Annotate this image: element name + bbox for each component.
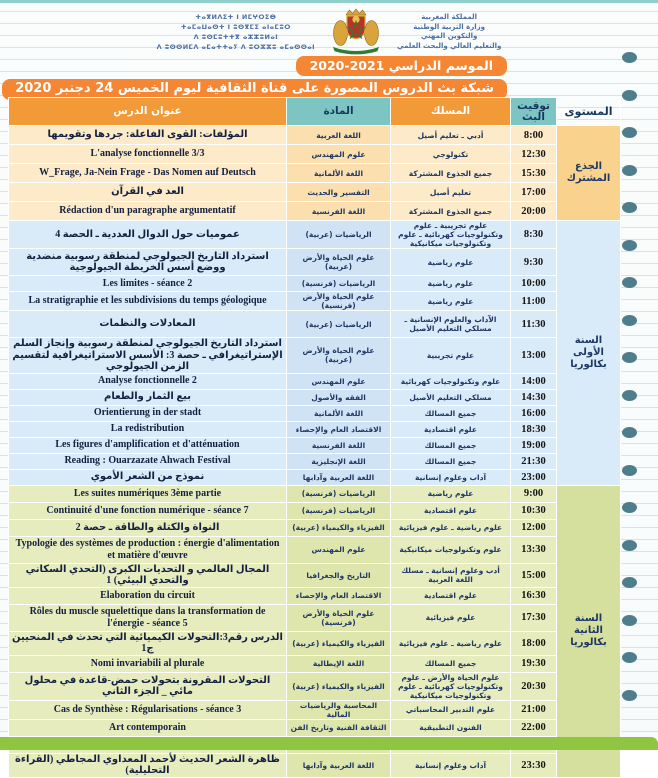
binder-dot-icon bbox=[622, 240, 637, 251]
subject-cell: التاريخ والجغرافيا bbox=[287, 563, 391, 587]
track-cell: علوم الحياة والأرض ـ علوم وتكنولوجيات كهربائية ـ علوم وتكنولوجيات ميكانيكية bbox=[391, 672, 511, 700]
schedule-row bbox=[9, 276, 621, 292]
subject-cell: الفيزياء والكيمياء (عربية) bbox=[287, 631, 391, 655]
track-cell: آداب وعلوم إنسانية bbox=[391, 753, 511, 777]
schedule-row bbox=[9, 469, 621, 485]
track-cell: علوم اقتصادية bbox=[391, 421, 511, 437]
schedule-row bbox=[9, 485, 621, 502]
binder-dot-icon bbox=[622, 390, 637, 401]
lesson-title-cell: Rôles du muscle squelettique dans la transformation de l'énergie - séance 5 bbox=[9, 604, 287, 631]
track-cell: جميع المسالك bbox=[391, 437, 511, 453]
subject-cell: علوم المهندس bbox=[287, 373, 391, 389]
ministry-tifinagh-line: ⵜⴰⴳⵍⴷⵉⵜ ⵏ ⵍⵎⵖⵔⵉⴱ bbox=[195, 13, 277, 21]
lesson-title-cell: Typologie des systèmes de production : énergie d'alimentation et matière d'œuvre bbox=[9, 536, 287, 563]
schedule-row bbox=[9, 719, 621, 736]
lesson-title-cell: La redistribution bbox=[9, 421, 287, 437]
government-header bbox=[0, 6, 658, 58]
broadcast-time-cell: 9:00 bbox=[511, 485, 557, 502]
ministry-arabic-line: المملكة المغربية bbox=[421, 13, 478, 21]
broadcast-time-cell: 13:30 bbox=[511, 536, 557, 563]
broadcast-time-cell: 14:00 bbox=[511, 373, 557, 389]
broadcast-time-cell: 12:00 bbox=[511, 519, 557, 536]
broadcast-time-cell: 15:30 bbox=[511, 164, 557, 183]
broadcast-time-cell: 23:30 bbox=[511, 753, 557, 777]
broadcast-time-cell: 18:30 bbox=[511, 421, 557, 437]
subject-cell: علوم الحياة والأرض (عربية) bbox=[287, 338, 391, 374]
track-cell: جميع الجذوع المشتركة bbox=[391, 202, 511, 221]
track-cell: علوم فيزيائية bbox=[391, 604, 511, 631]
subject-cell: الرياضيات (فرنسية) bbox=[287, 276, 391, 292]
broadcast-time-cell: 22:00 bbox=[511, 719, 557, 736]
schedule-row bbox=[9, 249, 621, 276]
schedule-row bbox=[9, 655, 621, 672]
lesson-title-cell: ظاهرة الشعر الحديث لأحمد المعداوي المجاطي (القراءة التحليلية) bbox=[9, 753, 287, 777]
lesson-title-cell: النواة والكتلة والطاقة ـ حصة 2 bbox=[9, 519, 287, 536]
lesson-title-cell: Rédaction d'un paragraphe argumentatif bbox=[9, 202, 287, 221]
schedule-row bbox=[9, 604, 621, 631]
lesson-title-cell: Elaboration du circuit bbox=[9, 587, 287, 604]
lesson-title-cell: الدرس رقم3:التحولات الكيميائية التي تحدث في المنحيين ج1 bbox=[9, 631, 287, 655]
binder-dots bbox=[622, 52, 637, 701]
binder-dot-icon bbox=[622, 540, 637, 551]
subject-cell: اللغة العربية وآدابها bbox=[287, 753, 391, 777]
schedule-row bbox=[9, 183, 621, 202]
broadcast-time-cell: 10:00 bbox=[511, 276, 557, 292]
level-section bbox=[9, 221, 621, 486]
subject-cell: الاقتصاد العام والإحصاء bbox=[287, 587, 391, 604]
track-cell: أدب وعلوم إنسانية ـ مسلك اللغة العربية bbox=[391, 563, 511, 587]
broadcast-time-cell: 19:30 bbox=[511, 655, 557, 672]
broadcast-time-cell: 8:30 bbox=[511, 221, 557, 249]
moroccan-coat-of-arms-icon bbox=[327, 6, 385, 58]
track-cell: علوم وتكنولوجيات كهربائية bbox=[391, 373, 511, 389]
level-cell: السنة الثانية بكالوريا bbox=[557, 485, 621, 777]
lesson-title-cell: عموميات حول الدوال العددية ـ الحصة 4 bbox=[9, 221, 287, 249]
track-cell: تكنولوجي bbox=[391, 145, 511, 164]
binder-dot-icon bbox=[622, 652, 637, 663]
ministry-name-tifinagh bbox=[157, 12, 315, 52]
track-cell: علوم رياضية ـ علوم فيزيائية bbox=[391, 631, 511, 655]
lesson-title-cell: Cas de Synthèse : Régularisations - séance 3 bbox=[9, 700, 287, 719]
subject-cell: الرياضيات (عربية) bbox=[287, 311, 391, 338]
track-cell: علوم رياضية bbox=[391, 249, 511, 276]
broadcast-schedule-banner: شبكة بث الدروس المصورة على قناة الثقافية ليوم الخميس 24 دجنبر 2020 bbox=[2, 79, 507, 100]
subject-cell: علوم الحياة والأرض (فرنسية) bbox=[287, 604, 391, 631]
lesson-title-cell: Les figures d'amplification et d'atténuation bbox=[9, 437, 287, 453]
level-section bbox=[9, 126, 621, 221]
broadcast-time-cell: 17:30 bbox=[511, 604, 557, 631]
col-header-subject: المادة bbox=[287, 98, 391, 126]
schedule-row bbox=[9, 421, 621, 437]
subject-cell: اللغة الإنجليزية bbox=[287, 453, 391, 469]
ministry-tifinagh-line: ⵜⴰⵎⴰⵡⴰⵙⵜ ⵏ ⵓⵙⴳⵎⵉ ⴰⵏⴰⵎⵓⵔ bbox=[180, 23, 291, 31]
lesson-title-cell: المجال العالمي و التحديات الكبرى (التحدي السكاني والتحدي البيئي) 1 bbox=[9, 563, 287, 587]
col-header-time: توقيت البث bbox=[511, 98, 557, 126]
ministry-tifinagh-line: ⴷ ⵓⵙⵎⵓⵜⵜⴳ ⴰⵣⵣⵓⵍⴰⵏ bbox=[193, 33, 279, 41]
col-header-level: المستوى bbox=[557, 98, 621, 126]
lesson-title-cell: La stratigraphie et les subdivisions du temps géologique bbox=[9, 292, 287, 311]
broadcast-time-cell: 13:00 bbox=[511, 338, 557, 374]
binder-dot-icon bbox=[622, 352, 637, 363]
ministry-arabic-line: وزارة التربية الوطنية bbox=[413, 22, 486, 31]
track-cell: أدبي ـ تعليم أصيل bbox=[391, 126, 511, 145]
broadcast-time-cell: 20:30 bbox=[511, 672, 557, 700]
schedule-row bbox=[9, 753, 621, 777]
lesson-title-cell: L'analyse fonctionnelle 3/3 bbox=[9, 145, 287, 164]
schedule-row bbox=[9, 563, 621, 587]
schedule-row bbox=[9, 373, 621, 389]
schedule-row bbox=[9, 672, 621, 700]
col-header-track: المسلك bbox=[391, 98, 511, 126]
subject-cell: اللغة الإيطالية bbox=[287, 655, 391, 672]
binder-dot-icon bbox=[622, 165, 637, 176]
orange-banner bbox=[2, 56, 507, 100]
subject-cell: اللغة العربية bbox=[287, 126, 391, 145]
subject-cell: علوم الحياة والأرض (عربية) bbox=[287, 249, 391, 276]
track-cell: علوم رياضية bbox=[391, 276, 511, 292]
lesson-title-cell: Reading : Ouarzazate Ahwach Festival bbox=[9, 453, 287, 469]
broadcast-time-cell: 19:00 bbox=[511, 437, 557, 453]
track-cell: جميع المسالك bbox=[391, 453, 511, 469]
binder-dot-icon bbox=[622, 615, 637, 626]
subject-cell: علوم المهندس bbox=[287, 145, 391, 164]
broadcast-time-cell: 8:00 bbox=[511, 126, 557, 145]
broadcast-time-cell: 23:00 bbox=[511, 469, 557, 485]
track-cell: الفنون التطبيقية bbox=[391, 719, 511, 736]
schedule-row bbox=[9, 519, 621, 536]
subject-cell: اللغة الألمانية bbox=[287, 164, 391, 183]
schedule-row bbox=[9, 453, 621, 469]
binder-dot-icon bbox=[622, 127, 637, 138]
lesson-title-cell: Les limites - séance 2 bbox=[9, 276, 287, 292]
schedule-row bbox=[9, 126, 621, 145]
track-cell: علوم تجريبية bbox=[391, 338, 511, 374]
lesson-title-cell: Continuité d'une fonction numérique - séance 7 bbox=[9, 502, 287, 519]
schedule-table bbox=[8, 97, 621, 778]
lesson-title-cell: استرداد التاريخ الجيولوجي لمنطقة رسوبية وإنجاز السلم الإستراتيغرافي ـ حصة 3: الأسس الاستراتيغرافية لتقسيم الزمن الجيولوجي bbox=[9, 338, 287, 374]
lesson-title-cell: بيع الثمار والطعام bbox=[9, 389, 287, 405]
lesson-title-cell: نموذج من الشعر الأموي bbox=[9, 469, 287, 485]
top-divider bbox=[0, 0, 658, 3]
col-header-title: عنوان الدرس bbox=[9, 98, 287, 126]
binder-dot-icon bbox=[622, 52, 637, 63]
binder-dot-icon bbox=[622, 315, 637, 326]
level-cell: الجذع المشترك bbox=[557, 126, 621, 221]
lesson-title-cell: Orientierung in der stadt bbox=[9, 405, 287, 421]
lesson-title-cell: Nomi invariabili al plurale bbox=[9, 655, 287, 672]
binder-dot-icon bbox=[622, 502, 637, 513]
binder-dot-icon bbox=[622, 277, 637, 288]
lesson-title-cell: العد في القرآن bbox=[9, 183, 287, 202]
track-cell: علوم تجريبية ـ علوم وتكنولوجيات كهربائية ـ علوم وتكنولوجيات ميكانيكية bbox=[391, 221, 511, 249]
broadcast-time-cell: 16:00 bbox=[511, 405, 557, 421]
track-cell: جميع المسالك bbox=[391, 405, 511, 421]
broadcast-time-cell: 21:30 bbox=[511, 453, 557, 469]
lesson-title-cell: المؤلفات: القوى الفاعلة: جردها وتقويمها bbox=[9, 126, 287, 145]
subject-cell: اللغة الفرنسية bbox=[287, 437, 391, 453]
broadcast-time-cell: 16:30 bbox=[511, 587, 557, 604]
track-cell: علوم اقتصادية bbox=[391, 502, 511, 519]
ministry-tifinagh-line: ⴷ ⵓⵙⵙⵍⵎⴷ ⴰⵎⴰⵜⵜⴰⵢ ⴷ ⵓⵔⵣⵣⵓ ⴰⵎⴰⵙⵙⴰⵏ bbox=[156, 43, 315, 51]
track-cell: الآداب والعلوم الإنسانية ـ مسلكي التعليم الأصيل bbox=[391, 311, 511, 338]
schedule-row bbox=[9, 145, 621, 164]
broadcast-time-cell: 21:00 bbox=[511, 700, 557, 719]
broadcast-time-cell: 14:30 bbox=[511, 389, 557, 405]
binder-dot-icon bbox=[622, 427, 637, 438]
subject-cell: التفسير والحديث bbox=[287, 183, 391, 202]
schedule-row bbox=[9, 502, 621, 519]
binder-dot-icon bbox=[622, 577, 637, 588]
binder-dot-icon bbox=[622, 465, 637, 476]
schedule-table-header bbox=[9, 98, 621, 126]
lesson-title-cell: Art contemporain bbox=[9, 719, 287, 736]
track-cell: علوم التدبير المحاسباتي bbox=[391, 700, 511, 719]
subject-cell: الاقتصاد العام والإحصاء bbox=[287, 421, 391, 437]
school-year-banner: الموسم الدراسي 2021-2020 bbox=[296, 56, 507, 76]
ministry-arabic-line: والتكوين المهني bbox=[420, 32, 478, 40]
track-cell: مسلكي التعليم الأصيل bbox=[391, 389, 511, 405]
ministry-arabic-line: والتعليم العالي والبحث العلمي bbox=[397, 41, 502, 50]
track-cell: تعليم أصيل bbox=[391, 183, 511, 202]
broadcast-time-cell: 17:00 bbox=[511, 183, 557, 202]
schedule-row bbox=[9, 338, 621, 374]
broadcast-time-cell: 12:30 bbox=[511, 145, 557, 164]
subject-cell: الثقافة الفنية وتاريخ الفن bbox=[287, 719, 391, 736]
schedule-row bbox=[9, 292, 621, 311]
broadcast-time-cell: 15:00 bbox=[511, 563, 557, 587]
subject-cell: الرياضيات (فرنسية) bbox=[287, 485, 391, 502]
subject-cell: الرياضيات (فرنسية) bbox=[287, 502, 391, 519]
broadcast-time-cell: 18:00 bbox=[511, 631, 557, 655]
broadcast-time-cell: 20:00 bbox=[511, 202, 557, 221]
level-cell: السنة الأولى بكالوريا bbox=[557, 221, 621, 486]
track-cell: علوم رياضية ـ علوم فيزيائية bbox=[391, 519, 511, 536]
schedule-row bbox=[9, 536, 621, 563]
binder-dot-icon bbox=[622, 202, 637, 213]
subject-cell: علوم الحياة والأرض (فرنسية) bbox=[287, 292, 391, 311]
broadcast-time-cell: 11:30 bbox=[511, 311, 557, 338]
lesson-title-cell: التحولات المقرونة بتحولات حمض-قاعدة في محلول مائي _ الجزء الثاني bbox=[9, 672, 287, 700]
track-cell: جميع المسالك bbox=[391, 655, 511, 672]
track-cell: علوم رياضية bbox=[391, 485, 511, 502]
schedule-row bbox=[9, 437, 621, 453]
broadcast-time-cell: 10:30 bbox=[511, 502, 557, 519]
schedule-row bbox=[9, 389, 621, 405]
binder-dot-icon bbox=[622, 690, 637, 701]
broadcast-time-cell: 9:30 bbox=[511, 249, 557, 276]
track-cell: علوم وتكنولوجيات ميكانيكية bbox=[391, 536, 511, 563]
subject-cell: الفيزياء والكيمياء (عربية) bbox=[287, 672, 391, 700]
track-cell: آداب وعلوم إنسانية bbox=[391, 469, 511, 485]
schedule-row bbox=[9, 202, 621, 221]
schedule-row bbox=[9, 405, 621, 421]
schedule-row bbox=[9, 311, 621, 338]
lesson-title-cell: استرداد التاريخ الجيولوجي لمنطقة رسوبية منضدية ووضع أسس الخريطة الجيولوجية bbox=[9, 249, 287, 276]
level-section bbox=[9, 485, 621, 777]
lesson-title-cell: Les suites numériques 3ème partie bbox=[9, 485, 287, 502]
subject-cell: الفقه والأصول bbox=[287, 389, 391, 405]
broadcast-time-cell: 11:00 bbox=[511, 292, 557, 311]
subject-cell: علوم المهندس bbox=[287, 536, 391, 563]
track-cell: جميع الجذوع المشتركة bbox=[391, 164, 511, 183]
subject-cell: اللغة العربية وآدابها bbox=[287, 469, 391, 485]
lesson-title-cell: المعادلات والنظمات bbox=[9, 311, 287, 338]
bottom-green-bar bbox=[0, 737, 658, 750]
binder-dot-icon bbox=[622, 90, 637, 101]
track-cell: علوم رياضية bbox=[391, 292, 511, 311]
track-cell: علوم اقتصادية bbox=[391, 587, 511, 604]
ministry-name-arabic bbox=[397, 13, 501, 51]
subject-cell: الفيزياء والكيمياء (عربية) bbox=[287, 519, 391, 536]
subject-cell: الرياضيات (عربية) bbox=[287, 221, 391, 249]
schedule-row bbox=[9, 631, 621, 655]
schedule-row bbox=[9, 700, 621, 719]
schedule-row bbox=[9, 221, 621, 249]
schedule-row bbox=[9, 164, 621, 183]
subject-cell: اللغة الفرنسية bbox=[287, 202, 391, 221]
subject-cell: اللغة الألمانية bbox=[287, 405, 391, 421]
schedule-row bbox=[9, 587, 621, 604]
lesson-title-cell: Analyse fonctionnelle 2 bbox=[9, 373, 287, 389]
subject-cell: المحاسبة والرياضيات المالية bbox=[287, 700, 391, 719]
lesson-title-cell: W_Frage, Ja-Nein Frage - Das Nomen auf Deutsch bbox=[9, 164, 287, 183]
